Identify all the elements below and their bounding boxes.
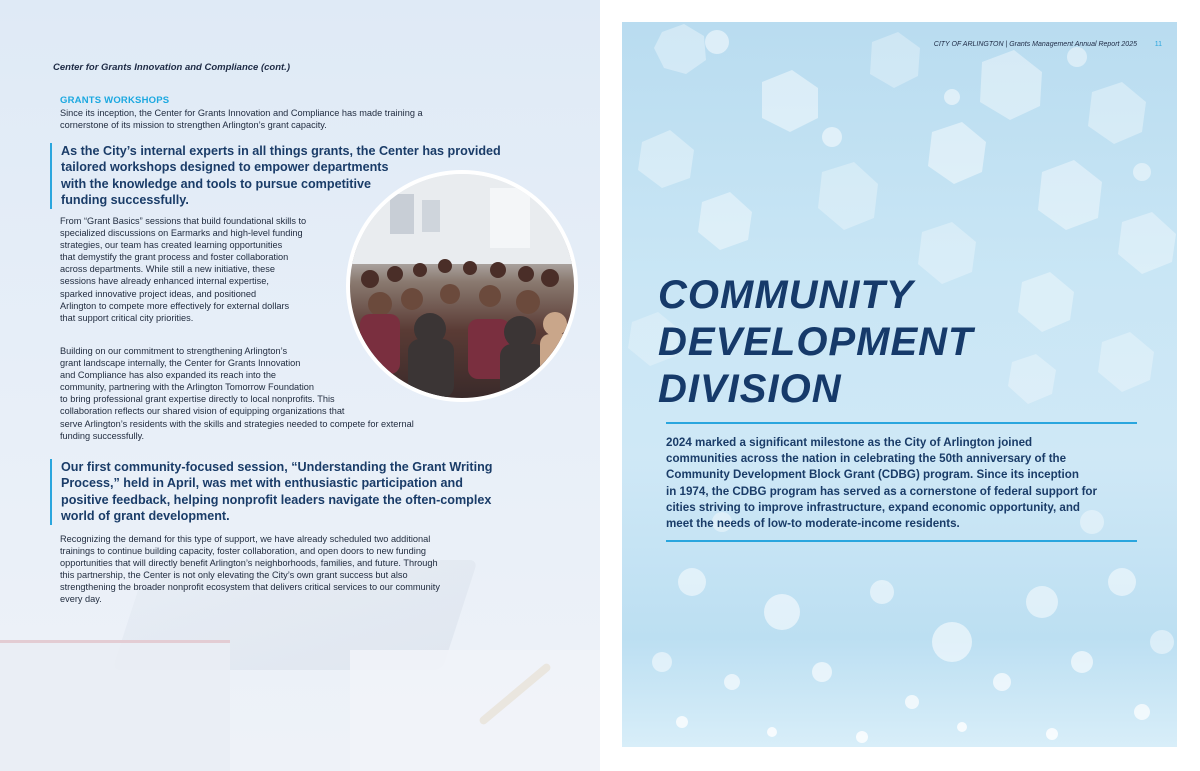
quote-line: positive feedback, helping nonprofit leaders navigate the often-complex (61, 492, 492, 507)
page-number: 11 (1154, 41, 1162, 48)
intro-paragraph (60, 107, 423, 131)
text-line: grant landscape internally, the Center for Grants Innovation (60, 358, 301, 369)
text-line: sparked innovative project ideas, and positioned (60, 288, 257, 299)
workshop-photo-illustration (350, 174, 574, 398)
background-paper-shape (350, 650, 600, 771)
text-line: Building on our commitment to strengthening Arlington’s (60, 346, 288, 356)
text-line: From “Grant Basics” sessions that build foundational skills to (60, 216, 307, 226)
intro-line: meet the needs of low-to moderate-income residents. (666, 517, 960, 531)
grants-workshops-subhead: GRANTS WORKSHOPS (60, 95, 170, 106)
text-line: every day. (60, 594, 102, 605)
text-line: funding successfully. (60, 430, 145, 441)
division-title (658, 272, 973, 413)
quote-line: As the City’s internal experts in all things grants, the Center has provided (61, 144, 501, 158)
section-header: Center for Grants Innovation and Compliance (cont.) (53, 62, 290, 73)
text-line: and Compliance has also expanded its reach into the (60, 370, 277, 381)
quote-line: funding successfully. (61, 193, 189, 208)
bottom-divider-rule (666, 540, 1137, 542)
text-line: across departments. While still a new initiative, these (60, 264, 275, 275)
intro-line: Community Development Block Grant (CDBG) program. Since its inception (666, 468, 1079, 482)
quote-line: Our first community-focused session, “Understanding the Grant Writing (61, 460, 493, 474)
paragraph-grant-basics (60, 215, 306, 324)
text-line: serve Arlington’s residents with the skills and strategies needed to compete for external (60, 418, 414, 429)
text-line: to bring professional grant expertise directly to local nonprofits. This (60, 394, 335, 405)
text-line: Since its inception, the Center for Grants Innovation and Compliance has made training a (60, 108, 423, 118)
text-line: Recognizing the demand for this type of support, we have already scheduled two additional (60, 534, 431, 544)
quote-line: world of grant development. (61, 509, 230, 524)
text-line: cornerstone of its mission to strengthen Arlington’s grant capacity. (60, 120, 327, 131)
right-page (622, 22, 1177, 747)
text-line: trainings to continue building capacity, foster collaboration, and open doors to new funding (60, 546, 427, 557)
workshop-audience-photo (346, 170, 578, 402)
quote-line: Process,” held in April, was met with enthusiastic participation and (61, 476, 463, 491)
paragraph-community-partnership (60, 345, 414, 442)
text-line: that demystify the grant process and foster collaboration (60, 252, 289, 263)
paragraph-additional-trainings (60, 533, 440, 606)
text-line: sessions have already enhanced internal expertise, (60, 276, 269, 287)
running-header: CITY OF ARLINGTON | Grants Management Annual Report 2025 (933, 41, 1137, 48)
background-notebook-shape (0, 640, 230, 771)
title-line: COMMUNITY (658, 273, 914, 317)
text-line: opportunities that will directly benefit Arlington’s neighborhoods, families, and future. Through (60, 558, 438, 569)
intro-line: in 1974, the CDBG program has served as a cornerstone of federal support for (666, 484, 1098, 498)
title-line: DEVELOPMENT (658, 320, 974, 364)
text-line: community, partnering with the Arlington Tomorrow Foundation (60, 382, 314, 393)
cdbg-intro-paragraph (666, 435, 1141, 532)
pull-quote-first-session (50, 459, 493, 525)
text-line: this partnership, the Center is not only elevating the City’s own grant success but also (60, 570, 408, 581)
intro-line: cities striving to improve infrastructure, expand economic opportunity, and (666, 500, 1081, 514)
text-line: strategies, our team has created learning opportunities (60, 240, 283, 251)
text-line: specialized discussions on Earmarks and high-level funding (60, 228, 303, 239)
intro-line: 2024 marked a significant milestone as the City of Arlington joined (666, 436, 1033, 449)
text-line: collaboration reflects our shared vision of equipping organizations that (60, 406, 345, 417)
quote-line: tailored workshops designed to empower departments (61, 160, 389, 175)
top-divider-rule (666, 422, 1137, 424)
text-line: that support critical city priorities. (60, 312, 194, 323)
text-line: strengthening the broader nonprofit ecosystem that delivers critical services to our community (60, 582, 440, 593)
intro-line: communities across the nation in celebrating the 50th anniversary of the (666, 452, 1067, 466)
text-line: Arlington to compete more effectively for external dollars (60, 300, 290, 311)
title-line: DIVISION (658, 367, 842, 411)
quote-line: with the knowledge and tools to pursue competitive (61, 176, 371, 191)
